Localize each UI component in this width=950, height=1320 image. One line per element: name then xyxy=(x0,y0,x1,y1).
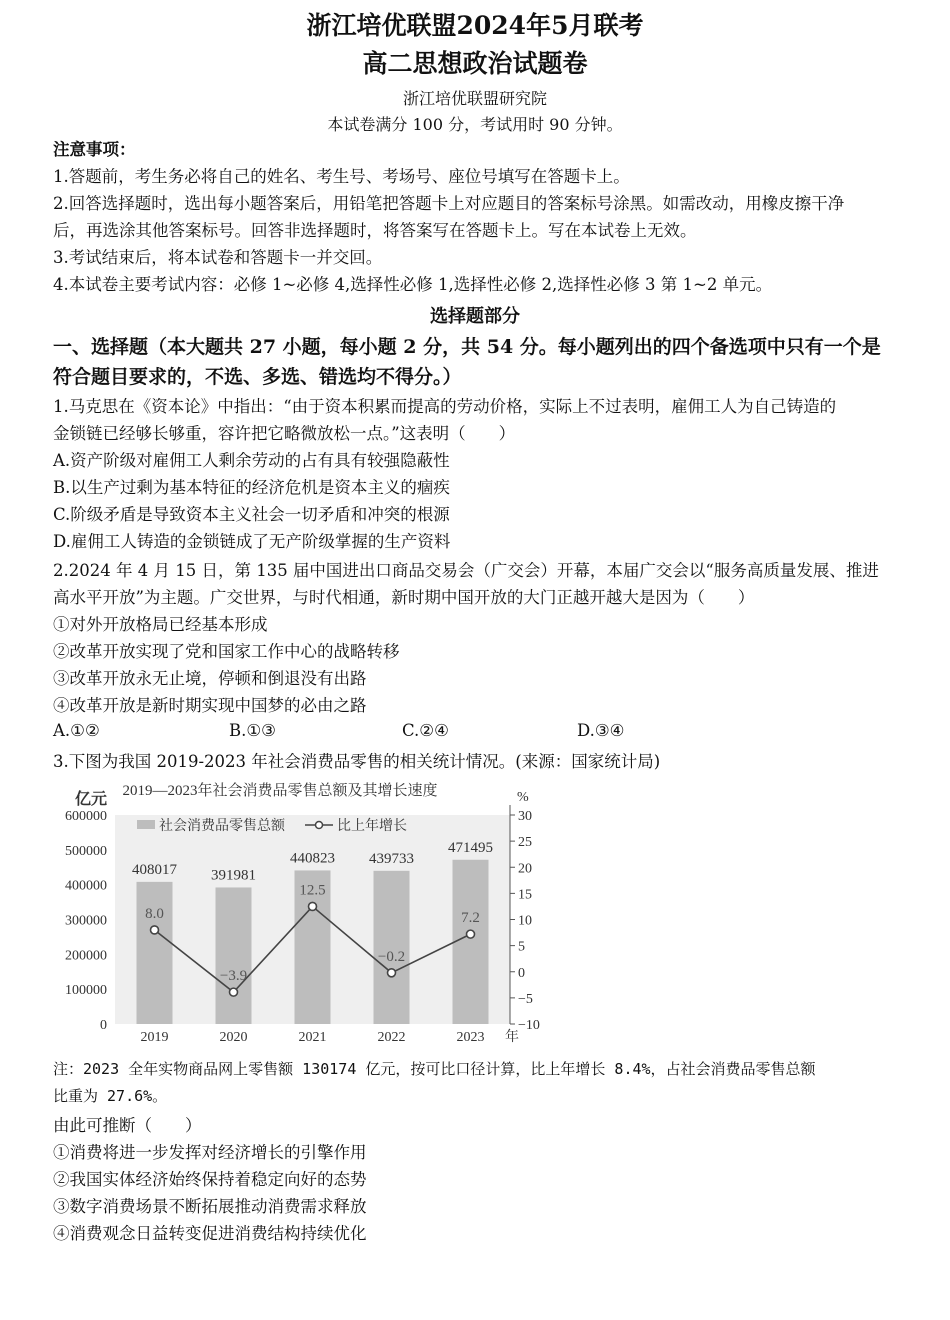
growth-value-label-2023: 7.2 xyxy=(461,910,480,927)
right-tick-8: −10 xyxy=(518,1018,540,1033)
x-tick-2021: 2021 xyxy=(298,1030,327,1045)
q2-statement-3: ③改革开放永无止境，停顿和倒退没有出路 xyxy=(53,669,367,688)
left-tick-100000: 100000 xyxy=(65,983,107,999)
growth-point-2019 xyxy=(151,926,159,934)
notice-item-3: 3.考试结束后，将本试卷和答题卡一并交回。 xyxy=(53,248,383,267)
growth-value-label-2022: −0.2 xyxy=(377,948,406,965)
q3-note-line-1: 注：2023 全年实物商品网上零售额 130174 亿元，按可比口径计算，比上年增长 8.4%，占社会消费品零售总额 xyxy=(53,1060,816,1078)
q1-option-b: B.以生产过剩为基本特征的经济危机是资本主义的痼疾 xyxy=(53,478,450,497)
right-tick-4: 10 xyxy=(518,913,532,929)
chart-left-unit: 亿元 xyxy=(75,791,108,808)
q1-option-a: A.资产阶级对雇佣工人剩余劳动的占有具有较强隐蔽性 xyxy=(53,451,450,470)
notice-item-1: 1.答题前，考生务必将自己的姓名、考生号、考场号、座位号填写在答题卡上。 xyxy=(53,167,630,186)
bar-value-label-2020: 391981 xyxy=(211,867,256,884)
legend-line-label: 比上年增长 xyxy=(337,819,407,834)
q2-choice-b: B.①③ xyxy=(229,721,276,740)
growth-point-2020 xyxy=(230,988,238,996)
q3-statement-4: ④消费观念日益转变促进消费结构持续优化 xyxy=(53,1224,367,1243)
right-tick-7: −5 xyxy=(518,991,533,1007)
bar-value-label-2023: 471495 xyxy=(448,839,493,856)
q2-statement-4: ④改革开放是新时期实现中国梦的必由之路 xyxy=(53,696,367,715)
right-tick-5: 5 xyxy=(518,939,525,955)
bar-2020 xyxy=(216,887,252,1024)
left-tick-600000: 600000 xyxy=(65,809,107,824)
q2-choice-a: A.①② xyxy=(53,721,100,740)
legend-bar-swatch xyxy=(137,820,155,829)
legend-line-marker xyxy=(316,822,323,829)
section-heading xyxy=(53,332,903,392)
growth-point-2023 xyxy=(467,930,475,938)
q2-stem-line-2: 高水平开放”为主题。广交世界，与时代相通，新时期中国开放的大门正越开越大是因为（ ） xyxy=(53,588,755,607)
right-tick-2: 20 xyxy=(518,861,532,877)
q3-note xyxy=(53,1056,903,1110)
right-tick-6: 0 xyxy=(518,965,525,981)
section-heading-line-2: 符合题目要求的，不选、多选、错选均不得分。） xyxy=(53,366,462,388)
growth-value-label-2020: −3.9 xyxy=(219,968,248,985)
q3-ask: 由此可推断（ ） xyxy=(53,1116,202,1135)
growth-point-2022 xyxy=(388,969,396,977)
q3-note-line-2: 比重为 27.6%。 xyxy=(53,1087,168,1105)
q1-option-d: D.雇佣工人铸造的金锁链成了无产阶级掌握的生产资料 xyxy=(53,532,451,551)
left-tick-500000: 500000 xyxy=(65,843,107,859)
chart-x-unit: 年 xyxy=(505,1030,519,1045)
x-tick-2020: 2020 xyxy=(219,1030,248,1045)
notice-item-2-cont: 后，再选涂其他答案标号。回答非选择题时，将答案写在答题卡上。写在本试卷上无效。 xyxy=(53,221,697,240)
bar-2022 xyxy=(374,871,410,1024)
chart-right-unit: % xyxy=(517,790,529,805)
left-tick-400000: 400000 xyxy=(65,878,107,894)
bar-value-label-2022: 439733 xyxy=(369,850,414,867)
legend-bar-label: 社会消费品零售总额 xyxy=(159,819,285,834)
section-title: 选择题部分 xyxy=(430,306,520,327)
bar-value-label-2019: 408017 xyxy=(132,861,177,878)
q1-stem-line-2: 金锁链已经够长够重，容许把它略微放松一点。”这表明（ ） xyxy=(53,424,516,443)
exam-title: 浙江培优联盟2024年5月联考 xyxy=(306,11,644,40)
institute: 浙江培优联盟研究院 xyxy=(402,89,547,108)
right-tick-3: 15 xyxy=(518,887,532,903)
left-tick-300000: 300000 xyxy=(65,913,107,929)
q2-statement-2: ②改革开放实现了党和国家工作中心的战略转移 xyxy=(53,642,400,661)
growth-value-label-2019: 8.0 xyxy=(145,905,164,922)
q1-stem-line-1: 1.马克思在《资本论》中指出：“由于资本积累而提高的劳动价格，实际上不过表明，雇佣工人为自己铸造的 xyxy=(53,397,837,416)
left-tick-0: 0 xyxy=(100,1018,107,1033)
right-tick-1: 25 xyxy=(518,835,532,851)
bar-2019 xyxy=(137,882,173,1024)
q3-stem: 3.下图为我国 2019-2023 年社会消费品零售的相关统计情况。(来源：国家统计局) xyxy=(53,752,661,771)
bar-2023 xyxy=(453,860,489,1024)
chart-title: 2019—2023年社会消费品零售总额及其增长速度 xyxy=(122,783,438,799)
growth-value-label-2021: 12.5 xyxy=(299,882,326,899)
right-tick-0: 30 xyxy=(518,809,532,824)
q2-stem-line-1: 2.2024 年 4 月 15 日，第 135 届中国进出口商品交易会（广交会）开幕，本届广交会以“服务高质量发展、推进 xyxy=(53,561,879,580)
notice-heading: 注意事项： xyxy=(53,140,136,159)
x-tick-2022: 2022 xyxy=(377,1030,406,1045)
q2-statement-1: ①对外开放格局已经基本形成 xyxy=(53,615,268,634)
retail-sales-chart xyxy=(55,775,555,1050)
q2-choice-d: D.③④ xyxy=(577,721,625,740)
chart-legend xyxy=(137,817,407,834)
exam-subject: 高二思想政治试题卷 xyxy=(362,49,588,78)
q1-option-c: C.阶级矛盾是导致资本主义社会一切矛盾和冲突的根源 xyxy=(53,505,450,524)
q3-statement-3: ③数字消费场景不断拓展推动消费需求释放 xyxy=(53,1197,367,1216)
q2-choice-c: C.②④ xyxy=(402,721,449,740)
q3-statement-2: ②我国实体经济始终保持着稳定向好的态势 xyxy=(53,1170,367,1189)
x-tick-2023: 2023 xyxy=(456,1030,485,1045)
exam-info: 本试卷满分 100 分，考试用时 90 分钟。 xyxy=(327,115,623,134)
notice-item-2: 2.回答选择题时，选出每小题答案后，用铅笔把答题卡上对应题目的答案标号涂黑。如需改动，用橡皮擦干净 xyxy=(53,194,845,213)
q3-statement-1: ①消费将进一步发挥对经济增长的引擎作用 xyxy=(53,1143,367,1162)
bar-value-label-2021: 440823 xyxy=(290,850,335,867)
section-heading-line-1: 一、选择题（本大题共 27 小题，每小题 2 分，共 54 分。每小题列出的四个备选项中只有一个是 xyxy=(53,336,881,358)
growth-point-2021 xyxy=(309,902,317,910)
x-tick-2019: 2019 xyxy=(140,1030,169,1045)
left-tick-200000: 200000 xyxy=(65,948,107,964)
notice-item-4: 4.本试卷主要考试内容：必修 1~必修 4,选择性必修 1,选择性必修 2,选择性必修 3 第 1~2 单元。 xyxy=(53,275,773,294)
